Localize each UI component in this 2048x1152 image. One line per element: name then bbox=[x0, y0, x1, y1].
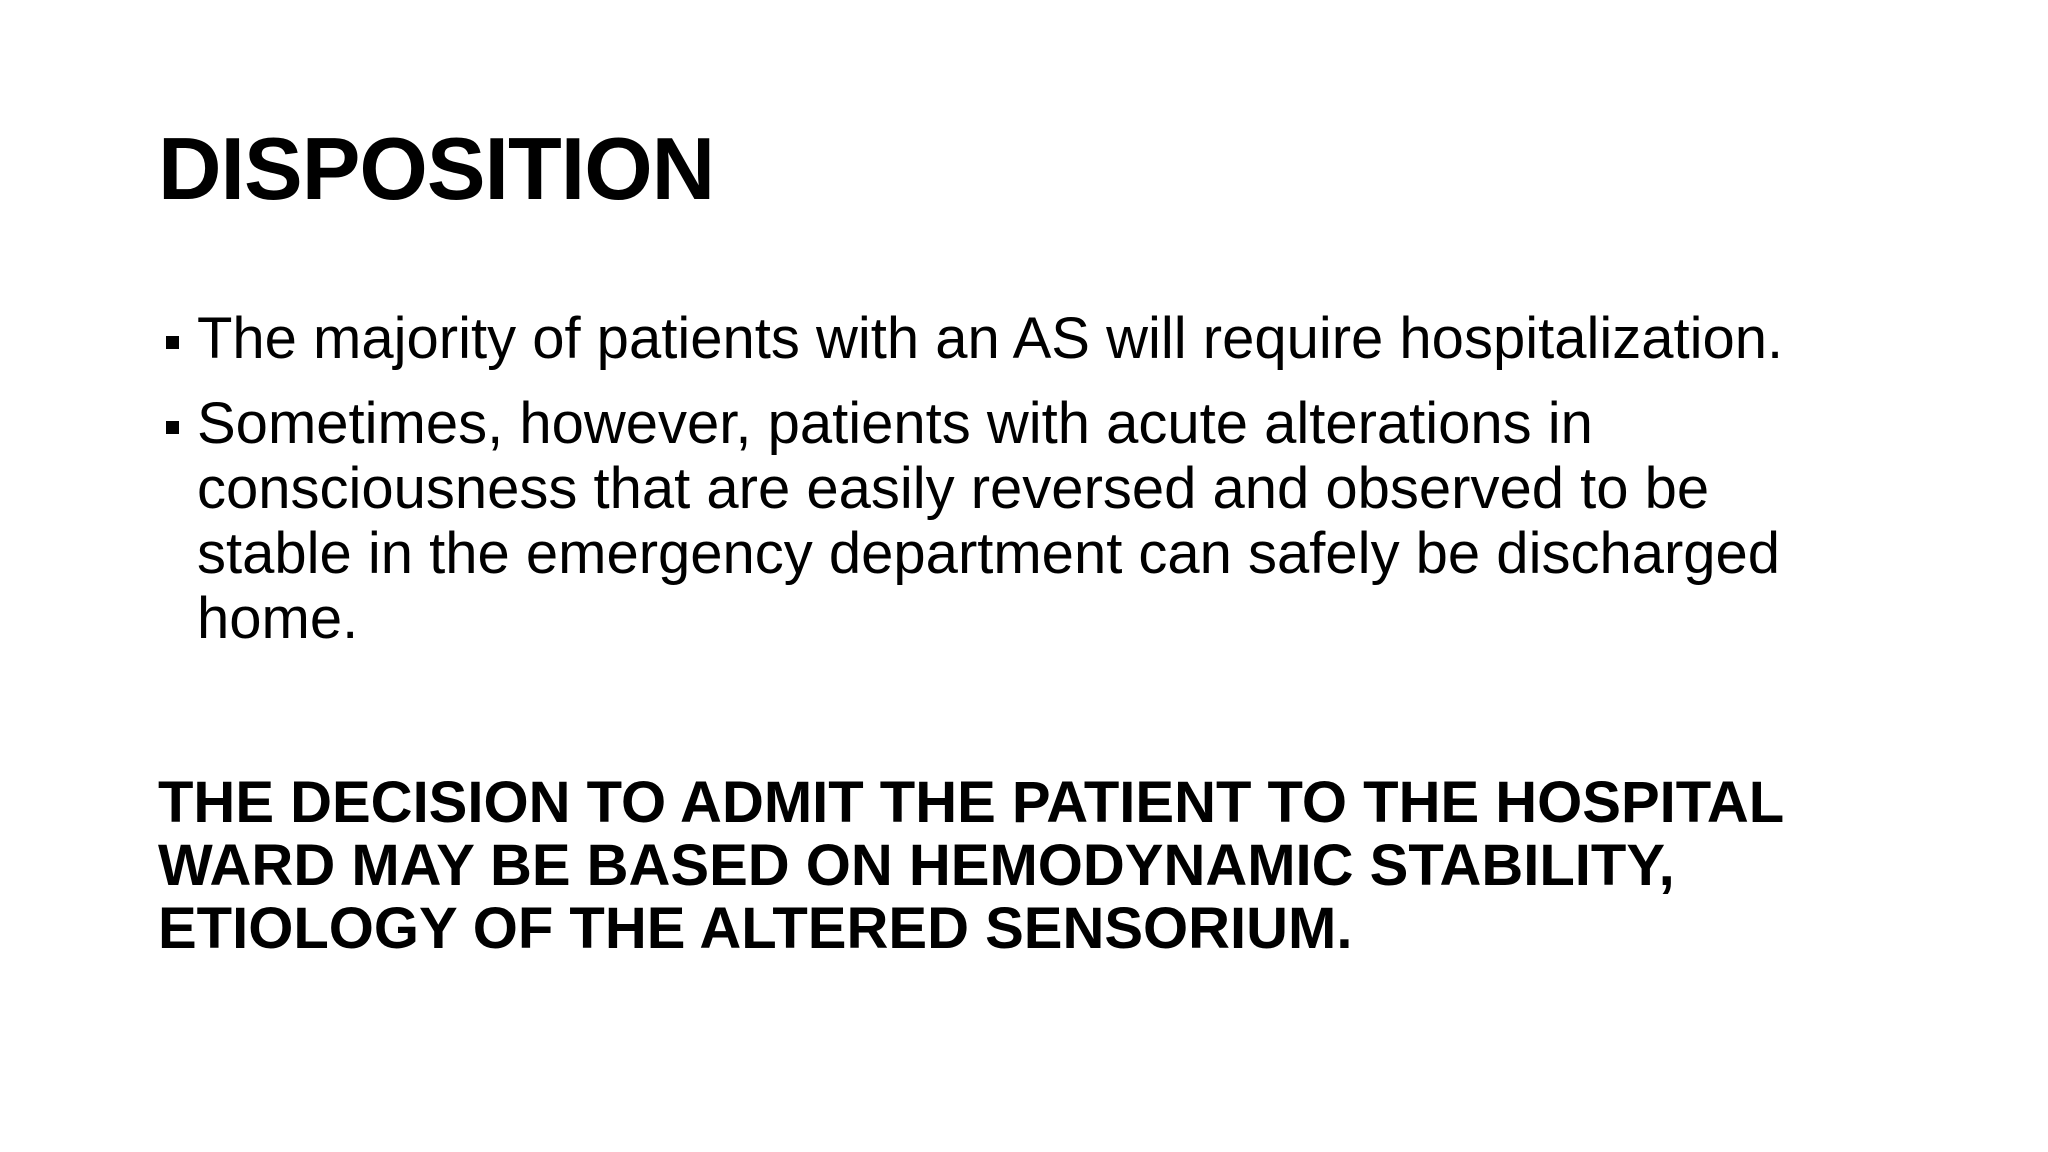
square-bullet-icon bbox=[166, 421, 179, 434]
slide-title: DISPOSITION bbox=[158, 119, 715, 218]
emphasis-statement: THE DECISION TO ADMIT THE PATIENT TO THE HOSPITAL WARD MAY BE BASED ON HEMODYNAMIC STABILITY, ETIOLOGY OF THE ALTERED SENSORIUM. bbox=[158, 770, 1784, 961]
bullet-item bbox=[158, 306, 1878, 371]
bullet-item bbox=[158, 391, 1878, 651]
bullet-text: Sometimes, however, patients with acute alterations in consciousness that are easily reversed and observed to be stable in the emergency department can safely be discharged home. bbox=[197, 391, 1781, 651]
bullet-text: The majority of patients with an AS will require hospitalization. bbox=[197, 306, 1784, 371]
square-bullet-icon bbox=[166, 336, 179, 349]
bullet-list bbox=[158, 306, 1878, 671]
